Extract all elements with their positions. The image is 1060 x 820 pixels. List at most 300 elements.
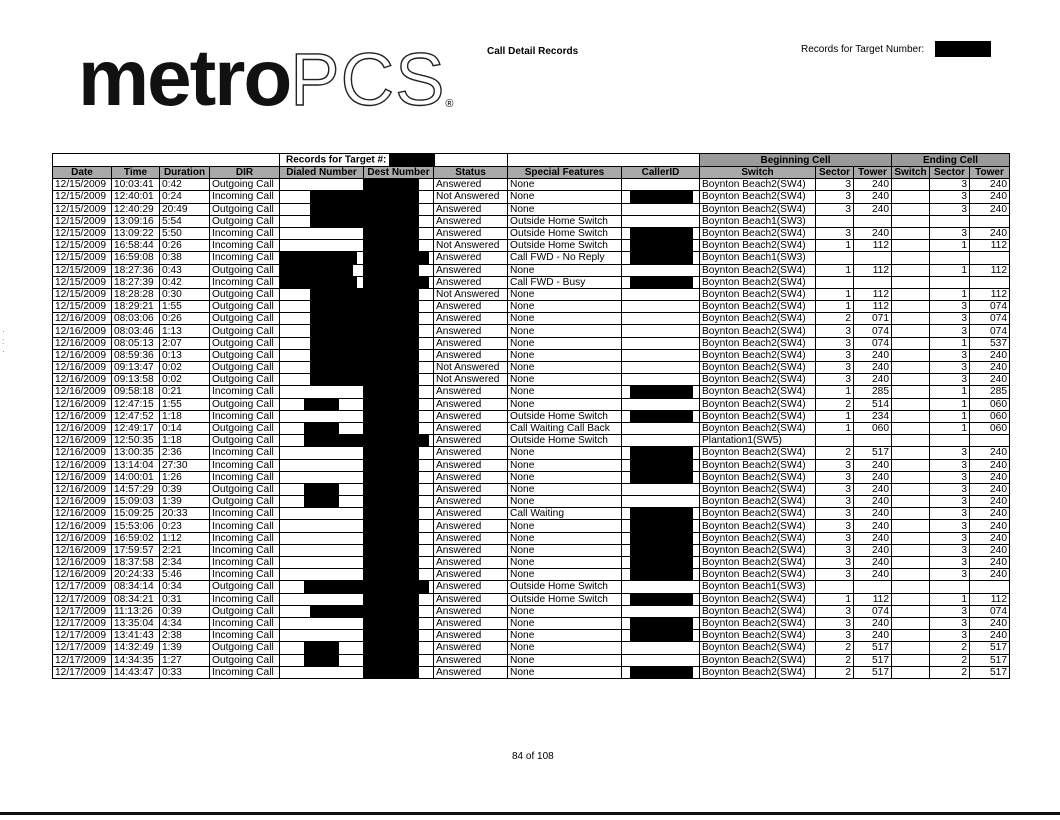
end-tower-cell: 517 [970,666,1010,678]
dest-number-cell [364,264,434,276]
direction-cell: Outgoing Call [210,654,280,666]
time-cell: 08:59:36 [112,349,160,361]
status-cell: Answered [434,520,508,532]
redaction-block [310,350,363,361]
date-cell: 12/16/2009 [53,435,112,447]
begin-sector-cell: 3 [816,520,854,532]
duration-cell: 1:12 [160,532,210,544]
direction-cell: Incoming Call [210,508,280,520]
dialed-number-cell [280,630,364,642]
end-sector-cell: 3 [930,496,970,508]
time-cell: 10:03:41 [112,179,160,191]
caller-id-cell [622,337,700,349]
date-cell: 12/15/2009 [53,288,112,300]
dialed-number-cell [280,581,364,593]
table-row [53,532,1010,544]
status-cell: Answered [434,557,508,569]
redaction-block [310,606,363,617]
dest-number-cell [364,581,434,593]
begin-tower-cell [854,581,892,593]
date-cell: 12/16/2009 [53,557,112,569]
end-tower-cell: 240 [970,203,1010,215]
table-row [53,252,1010,264]
begin-tower-cell: 112 [854,301,892,313]
end-tower-cell [970,276,1010,288]
special-features-cell: None [508,398,622,410]
special-features-cell: Outside Home Switch [508,227,622,239]
dialed-number-cell [280,313,364,325]
end-sector-cell: 3 [930,301,970,313]
special-features-cell: Outside Home Switch [508,240,622,252]
special-features-cell: None [508,179,622,191]
begin-tower-cell: 240 [854,569,892,581]
redaction-block [304,484,339,495]
caller-id-cell [622,422,700,434]
special-features-cell: None [508,532,622,544]
begin-tower-cell: 112 [854,593,892,605]
date-cell: 12/16/2009 [53,569,112,581]
end-tower-cell: 240 [970,471,1010,483]
dialed-number-cell [280,276,364,288]
table-row [53,276,1010,288]
date-cell: 12/16/2009 [53,349,112,361]
begin-switch-cell: Boynton Beach2(SW4) [700,386,816,398]
date-cell: 12/16/2009 [53,362,112,374]
caller-id-cell [622,374,700,386]
begin-sector-cell: 3 [816,325,854,337]
begin-tower-cell: 112 [854,288,892,300]
redaction-block [630,618,693,629]
begin-tower-cell: 240 [854,483,892,495]
end-switch-cell [892,630,930,642]
duration-cell: 5:50 [160,227,210,239]
begin-sector-cell: 3 [816,191,854,203]
redaction-block [630,508,693,519]
end-tower-cell: 240 [970,483,1010,495]
time-cell: 12:47:15 [112,398,160,410]
caller-id-cell [622,508,700,520]
begin-sector-cell: 3 [816,630,854,642]
table-row [53,313,1010,325]
begin-sector-cell: 3 [816,362,854,374]
begin-tower-cell [854,215,892,227]
time-cell: 14:00:01 [112,471,160,483]
begin-tower-cell: 112 [854,264,892,276]
end-sector-cell [930,252,970,264]
begin-switch-cell: Boynton Beach2(SW4) [700,288,816,300]
caller-id-cell [622,496,700,508]
date-cell: 12/16/2009 [53,520,112,532]
special-features-cell: None [508,374,622,386]
duration-cell: 4:34 [160,617,210,629]
begin-tower-cell [854,435,892,447]
duration-cell: 2:34 [160,557,210,569]
status-cell: Answered [434,605,508,617]
begin-tower-cell: 240 [854,227,892,239]
begin-tower-cell: 240 [854,203,892,215]
begin-tower-cell: 240 [854,544,892,556]
status-cell: Answered [434,349,508,361]
dialed-number-cell [280,532,364,544]
end-switch-cell [892,264,930,276]
direction-cell: Incoming Call [210,459,280,471]
time-cell: 14:34:35 [112,654,160,666]
redaction-block [364,277,429,288]
time-cell: 12:40:29 [112,203,160,215]
redaction-block [364,191,419,202]
redaction-block [364,338,419,349]
dest-number-cell [364,374,434,386]
redaction-block [630,447,693,458]
caller-id-cell [622,617,700,629]
dialed-number-cell [280,386,364,398]
dialed-number-cell [280,666,364,678]
end-tower-cell [970,435,1010,447]
duration-cell: 5:54 [160,215,210,227]
table-row [53,422,1010,434]
caller-id-cell [622,557,700,569]
special-features-cell: None [508,386,622,398]
redaction-block [304,423,339,434]
date-cell: 12/17/2009 [53,666,112,678]
special-features-cell: None [508,313,622,325]
begin-sector-cell: 3 [816,617,854,629]
redaction-block [630,630,693,641]
time-cell: 12:49:17 [112,422,160,434]
special-features-cell: None [508,349,622,361]
end-tower-cell: 517 [970,642,1010,654]
page-bottom-rule [0,812,1060,815]
dest-number-cell [364,325,434,337]
dest-number-cell [364,179,434,191]
begin-tower-cell: 240 [854,508,892,520]
begin-tower-cell: 112 [854,240,892,252]
table-row [53,459,1010,471]
duration-cell: 1:39 [160,496,210,508]
dest-number-cell [364,410,434,422]
end-sector-cell: 1 [930,398,970,410]
special-features-cell: None [508,471,622,483]
end-sector-cell: 3 [930,203,970,215]
begin-switch-cell: Boynton Beach2(SW4) [700,276,816,288]
scan-margin-marks: · : · [2,326,5,356]
special-features-cell: None [508,630,622,642]
end-tower-cell: 060 [970,410,1010,422]
duration-cell: 0:26 [160,240,210,252]
redaction-block [630,191,693,202]
redaction-block [630,460,693,471]
date-cell: 12/15/2009 [53,227,112,239]
redaction-block [304,642,339,653]
dialed-number-cell [280,459,364,471]
end-switch-cell [892,276,930,288]
status-cell: Answered [434,252,508,264]
special-features-cell: None [508,325,622,337]
end-switch-cell [892,288,930,300]
begin-sector-cell: 2 [816,313,854,325]
date-cell: 12/16/2009 [53,422,112,434]
begin-sector-cell: 2 [816,654,854,666]
caller-id-cell [622,471,700,483]
special-features-cell: Outside Home Switch [508,581,622,593]
dialed-number-cell [280,398,364,410]
redaction-block [364,496,419,507]
date-cell: 12/16/2009 [53,313,112,325]
redaction-block [630,277,693,288]
redaction-block [364,447,419,458]
dest-number-cell [364,557,434,569]
dest-number-cell [364,240,434,252]
end-sector-cell: 3 [930,349,970,361]
column-header: Status [434,167,508,179]
dest-number-cell [364,630,434,642]
dest-number-cell [364,313,434,325]
date-cell: 12/15/2009 [53,240,112,252]
redaction-block [630,594,693,605]
caller-id-cell [622,642,700,654]
direction-cell: Outgoing Call [210,349,280,361]
redaction-block [304,399,339,410]
redaction-block [364,630,419,641]
caller-id-cell [622,459,700,471]
duration-cell: 0:26 [160,313,210,325]
end-switch-cell [892,617,930,629]
duration-cell: 1:55 [160,301,210,313]
end-tower-cell: 240 [970,557,1010,569]
table-row [53,362,1010,374]
table-row [53,374,1010,386]
end-tower-cell: 240 [970,508,1010,520]
redaction-block [310,204,363,215]
table-group-header [53,154,1010,167]
table-row [53,605,1010,617]
time-cell: 13:00:35 [112,447,160,459]
end-switch-cell [892,179,930,191]
end-sector-cell: 3 [930,630,970,642]
end-switch-cell [892,459,930,471]
date-cell: 12/16/2009 [53,496,112,508]
status-cell: Answered [434,410,508,422]
end-switch-cell [892,203,930,215]
direction-cell: Incoming Call [210,227,280,239]
column-header: Switch [892,167,930,179]
dest-number-cell [364,276,434,288]
caller-id-cell [622,215,700,227]
status-cell: Answered [434,496,508,508]
direction-cell: Outgoing Call [210,642,280,654]
table-row [53,617,1010,629]
end-sector-cell: 3 [930,532,970,544]
begin-tower-cell: 517 [854,654,892,666]
date-cell: 12/16/2009 [53,508,112,520]
special-features-cell: None [508,264,622,276]
caller-id-cell [622,191,700,203]
date-cell: 12/16/2009 [53,325,112,337]
column-header: Special Features [508,167,622,179]
redaction-block [364,606,419,617]
status-cell: Answered [434,447,508,459]
table-row [53,240,1010,252]
duration-cell: 0:31 [160,593,210,605]
duration-cell: 0:38 [160,252,210,264]
end-sector-cell: 3 [930,325,970,337]
direction-cell: Incoming Call [210,447,280,459]
end-switch-cell [892,301,930,313]
begin-sector-cell: 3 [816,227,854,239]
end-sector-cell [930,435,970,447]
dest-number-cell [364,544,434,556]
redaction-block [310,289,363,300]
begin-tower-cell: 240 [854,471,892,483]
redaction-block [935,41,991,57]
time-cell: 11:13:26 [112,605,160,617]
duration-cell: 20:33 [160,508,210,520]
begin-tower-cell: 240 [854,520,892,532]
direction-cell: Outgoing Call [210,374,280,386]
begin-sector-cell: 2 [816,666,854,678]
dialed-number-cell [280,203,364,215]
dialed-number-cell [280,471,364,483]
end-tower-cell: 240 [970,362,1010,374]
time-cell: 09:13:47 [112,362,160,374]
time-cell: 13:35:04 [112,617,160,629]
begin-tower-cell: 240 [854,617,892,629]
caller-id-cell [622,386,700,398]
end-switch-cell [892,520,930,532]
redaction-block [364,204,419,215]
redaction-block [304,496,339,507]
caller-id-cell [622,435,700,447]
end-switch-cell [892,435,930,447]
dialed-number-cell [280,288,364,300]
column-header: Duration [160,167,210,179]
dialed-number-cell [280,605,364,617]
begin-sector-cell: 1 [816,410,854,422]
time-cell: 18:37:58 [112,557,160,569]
direction-cell: Outgoing Call [210,215,280,227]
redaction-block [304,435,363,446]
end-switch-cell [892,666,930,678]
status-cell: Answered [434,276,508,288]
date-cell: 12/16/2009 [53,447,112,459]
begin-switch-cell: Boynton Beach2(SW4) [700,313,816,325]
dialed-number-cell [280,240,364,252]
redaction-block [310,338,363,349]
begin-switch-cell: Boynton Beach2(SW4) [700,203,816,215]
table-row [53,386,1010,398]
dest-number-cell [364,337,434,349]
dest-number-cell [364,227,434,239]
begin-sector-cell: 3 [816,459,854,471]
special-features-cell: None [508,362,622,374]
duration-cell: 1:27 [160,654,210,666]
end-switch-cell [892,240,930,252]
column-header: Sector [816,167,854,179]
begin-sector-cell [816,215,854,227]
end-tower-cell: 240 [970,227,1010,239]
begin-switch-cell: Boynton Beach2(SW4) [700,471,816,483]
time-cell: 16:59:02 [112,532,160,544]
dialed-number-cell [280,349,364,361]
begin-switch-cell: Boynton Beach2(SW4) [700,557,816,569]
duration-cell: 0:02 [160,362,210,374]
redaction-block [280,277,357,288]
direction-cell: Incoming Call [210,386,280,398]
end-tower-cell: 060 [970,422,1010,434]
duration-cell: 0:23 [160,520,210,532]
dialed-number-cell [280,483,364,495]
time-cell: 16:58:44 [112,240,160,252]
dialed-number-cell [280,179,364,191]
dest-number-cell [364,203,434,215]
end-tower-cell: 074 [970,325,1010,337]
records-for-target-header [280,154,508,167]
begin-sector-cell: 3 [816,532,854,544]
dest-number-cell [364,520,434,532]
status-cell: Answered [434,386,508,398]
redaction-block [364,423,419,434]
special-features-cell: None [508,288,622,300]
caller-id-cell [622,398,700,410]
redaction-block [630,228,693,239]
direction-cell: Incoming Call [210,544,280,556]
column-header: Switch [700,167,816,179]
logo-bold-text: metro [78,33,291,122]
direction-cell: Incoming Call [210,569,280,581]
special-features-cell: None [508,337,622,349]
dest-number-cell [364,422,434,434]
begin-switch-cell: Boynton Beach2(SW4) [700,666,816,678]
redaction-block [630,520,693,531]
dialed-number-cell [280,362,364,374]
special-features-cell: None [508,191,622,203]
special-features-cell: None [508,605,622,617]
direction-cell: Outgoing Call [210,605,280,617]
redaction-block [364,386,419,397]
end-sector-cell: 3 [930,362,970,374]
time-cell: 08:03:06 [112,313,160,325]
column-header: DIR [210,167,280,179]
special-features-cell: None [508,483,622,495]
date-cell: 12/15/2009 [53,215,112,227]
redaction-block [310,374,363,385]
redaction-block [364,642,419,653]
begin-tower-cell: 517 [854,642,892,654]
direction-cell: Outgoing Call [210,435,280,447]
table-row [53,630,1010,642]
time-cell: 15:09:25 [112,508,160,520]
column-header: Tower [970,167,1010,179]
end-switch-cell [892,410,930,422]
duration-cell: 0:14 [160,422,210,434]
end-switch-cell [892,215,930,227]
column-header: Time [112,167,160,179]
end-tower-cell: 517 [970,654,1010,666]
redaction-block [630,667,693,678]
end-switch-cell [892,557,930,569]
special-features-cell: None [508,544,622,556]
beginning-cell-header: Beginning Cell [700,154,892,167]
date-cell: 12/17/2009 [53,630,112,642]
date-cell: 12/17/2009 [53,642,112,654]
table-row [53,203,1010,215]
metropcs-logo [78,33,454,122]
begin-switch-cell: Boynton Beach2(SW4) [700,337,816,349]
duration-cell: 0:30 [160,288,210,300]
table-row [53,557,1010,569]
caller-id-cell [622,666,700,678]
redaction-block [310,313,363,324]
